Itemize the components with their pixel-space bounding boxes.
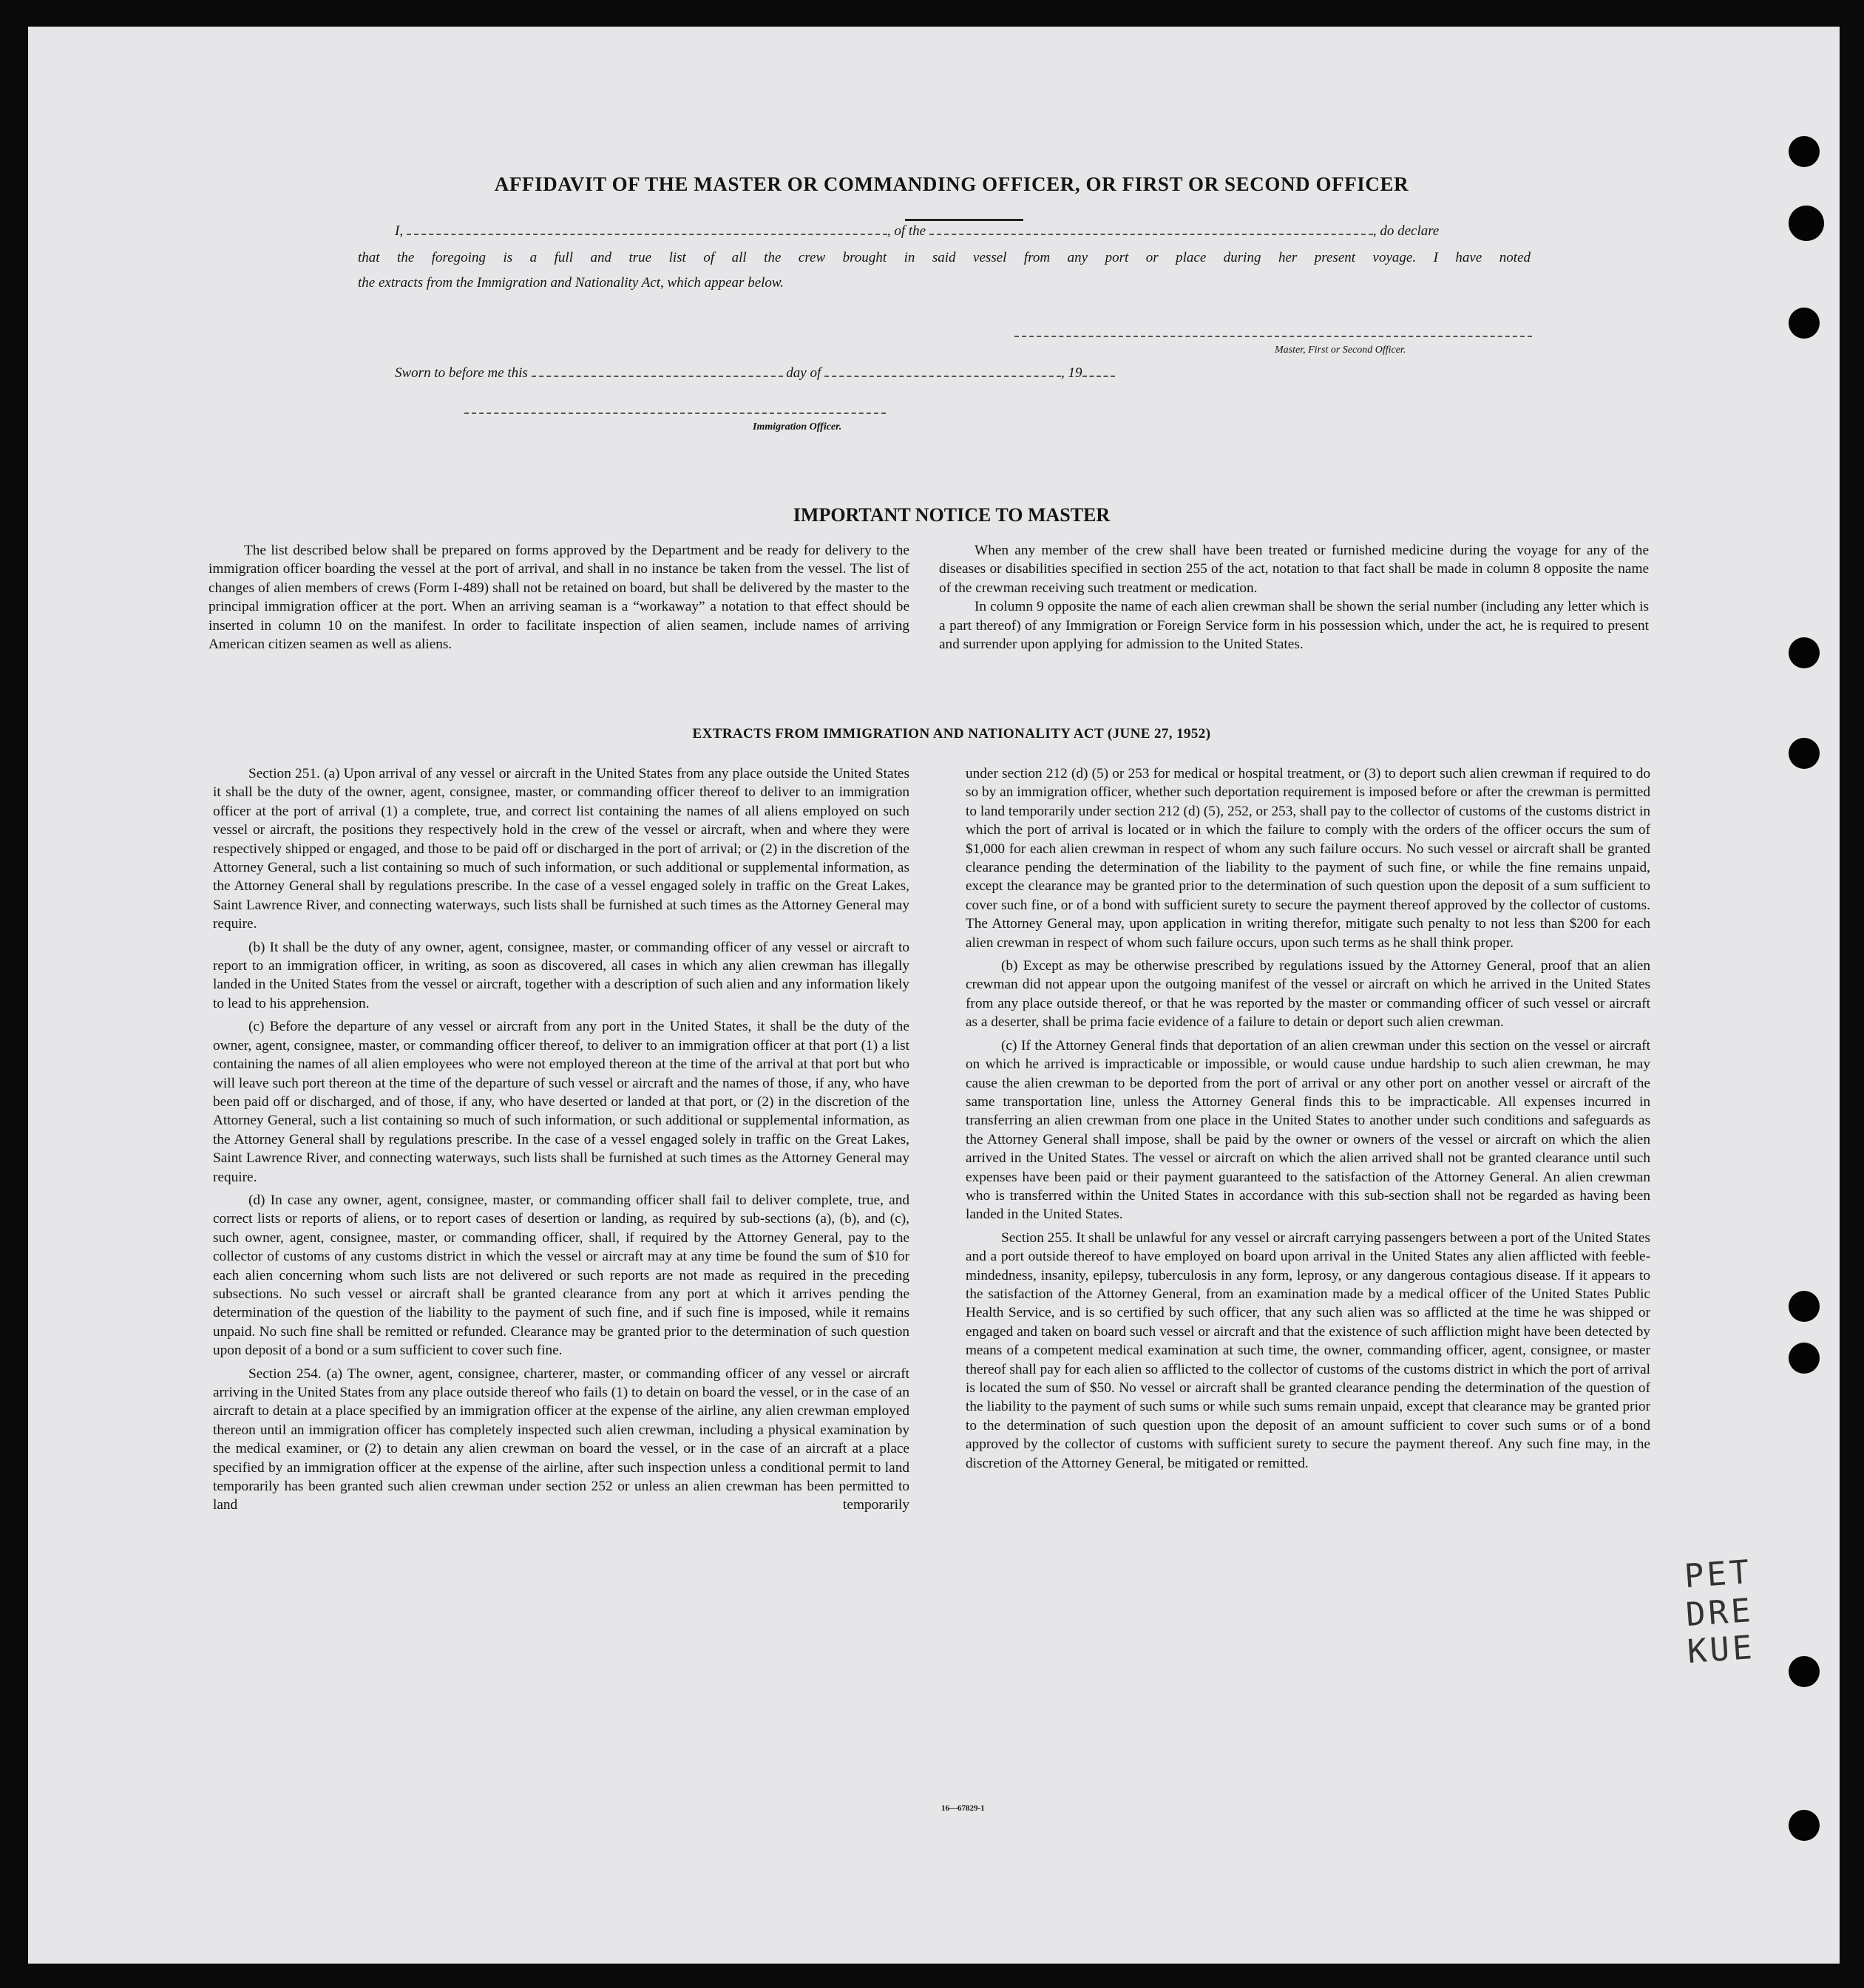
punch-hole-icon (1789, 308, 1820, 339)
affidavit-title: AFFIDAVIT OF THE MASTER OR COMMANDING OFFICER, OR FIRST OR SECOND OFFICER (494, 173, 1409, 195)
sworn-label: Sworn to before me this (395, 365, 528, 381)
affidavit-line-1 (395, 223, 1548, 240)
notice-left-column (209, 541, 909, 658)
notice-paragraph: When any member of the crew shall have been treated or furnished medicine during the voyage for any of the diseases or disabilities specified in section 255 of the act, notation to that fact shall be made in column 8 opposite the name of the crewman receiving such treatment or medication. (939, 543, 1649, 596)
punch-hole-icon (1789, 1656, 1820, 1687)
name-blank-field[interactable] (407, 234, 887, 235)
punch-hole-icon (1789, 637, 1820, 668)
section-paragraph: (c) If the Attorney General finds that deportation of an alien crewman under this section on the vessel or aircraft on which he arrived is impracticable or impossible, or would cause undue hardship to such alien crewman, he may cause the alien crewman to be deported from the port of arrival or any other port on another vessel or aircraft of the same transportation line, unless the Attorney General finds this to be impracticable. All expenses incurred in transferring an alien crewman from one place in the United States to another under such conditions and safeguards as the Attorney General shall impose, shall be paid by the owner or owners of the vessel or aircraft on which the alien arrived in the United States. The vessel or aircraft on which the alien arrived shall not be granted clearance until such expenses have been paid or their payment guaranteed to the satisfaction of the Attorney General. An alien crewman who is transferred within the United States in accordance with this sub-section shall not be regarded as having been landed in the United States. (966, 1037, 1650, 1223)
immigration-officer-caption: Immigration Officer. (753, 421, 842, 432)
affidavit-line-3: the extracts from the Immigration and Nationality Act, which appear below. (358, 275, 784, 291)
notice-right-column (939, 541, 1649, 658)
affidavit-line-2: that the foregoing is a full and true list of all the crew brought in said vessel from any port or place during her present voyage. I have noted (358, 250, 1531, 265)
extracts-right-column (966, 764, 1650, 1477)
sworn-line (395, 365, 1115, 381)
year-field[interactable] (1082, 376, 1115, 377)
of-the-label: , of the (887, 223, 926, 239)
vessel-blank-field[interactable] (929, 234, 1373, 235)
punch-hole-icon (1789, 1291, 1820, 1322)
year-label: , 19 (1061, 365, 1082, 381)
handwritten-note: PET (1683, 1553, 1754, 1596)
form-number: 16—67829-1 (941, 1804, 985, 1813)
handwritten-note: DRE (1684, 1591, 1755, 1635)
punch-hole-icon (1789, 738, 1820, 769)
extracts-heading: EXTRACTS FROM IMMIGRATION AND NATIONALITY ACT (JUNE 27, 1952) (692, 726, 1211, 742)
punch-hole-icon (1789, 1343, 1820, 1374)
section-paragraph: Section 251. (a) Upon arrival of any vessel or aircraft in the United States from any place outside the United States it shall be the duty of the owner, agent, consignee, master, or commanding officer thereof to deliver to an immigration officer at the port of arrival (1) a complete, true, and correct list containing the names of all aliens employed on such vessel or aircraft, the positions they respectively hold in the crew of the vessel or aircraft, when and where they were respectively shipped or engaged, and those to be paid off or discharged in the port of arrival; or (2) in the discretion of the Attorney General, such a list containing so much of such information, or such additional or supplemental information, as the Attorney General shall by regulations prescribe. In the case of a vessel engaged solely in traffic on the Great Lakes, Saint Lawrence River, and connecting waterways, such lists shall be furnished at such times as the Attorney General may require. (213, 766, 909, 932)
master-caption: Master, First or Second Officer. (1275, 345, 1406, 356)
title-underline (905, 219, 1023, 221)
notice-heading: IMPORTANT NOTICE TO MASTER (793, 504, 1111, 526)
immigration-officer-signature-field[interactable] (464, 413, 886, 414)
sworn-date-field[interactable] (532, 376, 783, 377)
master-signature-field[interactable] (1014, 336, 1532, 337)
punch-hole-icon (1789, 136, 1820, 167)
notice-paragraph: In column 9 opposite the name of each alien crewman shall be shown the serial number (including any letter which is a part thereof) of any Immigration or Foreign Service form in his possession which, under the act, he is required to present and surrender upon applying for admission to the United States. (939, 599, 1649, 653)
section-paragraph: under section 212 (d) (5) or 253 for medical or hospital treatment, or (3) to deport such alien crewman if required to do so by an immigration officer, whether such deportation requirement is imposed before or after the crewman is permitted to land temporarily under section 212 (d) (5), 252, or 253, shall pay to the collector of customs of the customs district in which the port of arrival is located or in which the failure to comply with the orders of the officer occurs the sum of $1,000 for each alien crewman in respect of whom any such failure occurs. No such vessel or aircraft shall be granted clearance pending the determination of the liability to the payment of such fine, or while the fine remains unpaid, except the clearance may be granted prior to the determination of such question upon the deposit of a sum sufficient to cover such fine, or of a bond with sufficient surety to secure the payment thereof approved by the collector of customs. The Attorney General may, upon application in writing therefor, mitigate such penalty to not less than $200 for each alien crewman in respect of whom such failure occurs, upon such terms as he shall think proper. (966, 766, 1650, 951)
affidavit-i-label: I, (395, 223, 404, 239)
punch-hole-icon (1789, 1810, 1820, 1841)
handwritten-note: KUE (1686, 1628, 1757, 1672)
document-page (28, 27, 1840, 1964)
section-paragraph: Section 255. It shall be unlawful for any vessel or aircraft carrying passengers between a port of the United States and a port outside thereof to have employed on board upon arrival in the United States any alien afflicted with feeble-mindedness, insanity, epilepsy, tuberculosis in any form, leprosy, or any dangerous contagious disease. If it appears to the satisfaction of the Attorney General, from an examination made by a medical officer of the United States Public Health Service, and is so certified by such officer, that any such alien was so afflicted at the time he was shipped or engaged and taken on board such vessel or aircraft and that the existence of such affliction might have been detected by means of a competent medical examination at such time, the owner, commanding officer, agent, consignee, or master thereof shall pay for each alien so afflicted to the collector of customs of the customs district in which the port of arrival is located the sum of $50. No vessel or aircraft shall be granted clearance pending the determination of the question of the liability to the payment of such sums or while such sums remain unpaid, except that clearance may be granted prior to the determination of such question upon the deposit of an amount sufficient to cover such sums or of a bond approved by the collector of customs with sufficient surety to secure the payment thereof. Any such fine may, in the discretion of the Attorney General, be mitigated or remitted. (966, 1229, 1650, 1471)
section-paragraph: (b) Except as may be otherwise prescribed by regulations issued by the Attorney General, proof that an alien crewman did not appear upon the outgoing manifest of the vessel or aircraft on which he arrived in the United States from any place outside thereof, or that he was reported by the master or commanding officer of such vessel or aircraft as a deserter, shall be prima facie evidence of a failure to detain or deport such alien crewman. (966, 958, 1650, 1031)
section-paragraph: Section 254. (a) The owner, agent, consignee, charterer, master, or commanding officer of any vessel or aircraft arriving in the United States from any place outside thereof who fails (1) to detain on board the vessel, or in the case of an aircraft to detain at a place specified by an immigration officer at the expense of the airline, any alien crewman employed thereon until an immigration officer has completely inspected such alien crewman, including a physical examination by the medical examiner, or (2) to detain any alien crewman on board the vessel, or in the case of an aircraft at a place specified by an immigration officer at the expense of the airline, after such inspection unless a conditional permit to land temporarily has been granted such alien crewman under section 252 or unless an alien crewman has been permitted to land temporarily (213, 1366, 909, 1513)
section-paragraph: (d) In case any owner, agent, consignee, master, or commanding officer shall fail to deliver complete, true, and correct lists or reports of aliens, or to report cases of desertion or landing, as required by sub-sections (a), (b), and (c), such owner, agent, consignee, master, or commanding officer, shall, if required by the Attorney General, pay to the collector of customs of any customs district in which the vessel or aircraft may at any time be found the sum of $10 for each alien concerning whom such lists are not delivered or such reports are not made as required in the preceding subsections. No such vessel or aircraft shall be granted clearance from any port at which it arrives pending the determination of the question of the liability to the payment of such fine, and if such fine is imposed, while it remains unpaid. No such fine shall be remitted or refunded. Clearance may be granted prior to the determination of such question upon deposit of a bond or a sum sufficient to cover such fine. (213, 1192, 909, 1359)
day-of-label: day of (786, 365, 821, 381)
sworn-month-field[interactable] (824, 376, 1061, 377)
extracts-left-column (213, 764, 909, 1519)
punch-hole-icon (1789, 206, 1824, 241)
section-paragraph: (c) Before the departure of any vessel or aircraft from any port in the United States, it shall be the duty of the owner, agent, consignee, master, or commanding officer thereof, to deliver to an immigration officer at that port (1) a list containing the names of all alien employees who were not employed thereon at the time of the arrival at that port but who will leave such port thereon at the time of the departure of such vessel or aircraft and the names of those, if any, who have been paid off or discharged, and of those, if any, who have deserted or landed at that port, or (2) in the discretion of the Attorney General, such a list containing so much of such information, or such additional or supplemental information, as the Attorney General shall by regulations prescribe. In the case of a vessel engaged solely in traffic on the Great Lakes, Saint Lawrence River, and connecting waterways, such lists shall be furnished at such times as the Attorney General may require. (213, 1019, 909, 1185)
notice-paragraph: The list described below shall be prepared on forms approved by the Department and be ready for delivery to the immigration officer boarding the vessel at the port of arrival, and shall in no instance be taken from the vessel. The list of changes of alien members of crews (Form I-489) shall not be retained on board, but shall be delivered by the master to the principal immigration officer at the port. When an arriving seaman is a “workaway” a notation to that effect should be inserted in column 10 on the manifest. In order to facilitate inspection of alien seamen, include names of arriving American citizen seamen as well as aliens. (209, 543, 909, 653)
do-declare-label: , do declare (1372, 223, 1440, 239)
section-paragraph: (b) It shall be the duty of any owner, agent, consignee, master, or commanding officer of any vessel or aircraft to report to an immigration officer, in writing, as soon as discovered, all cases in which any alien crewman has illegally landed in the United States from the vessel or aircraft, together with a description of such alien and any information likely to lead to his apprehension. (213, 939, 909, 1011)
